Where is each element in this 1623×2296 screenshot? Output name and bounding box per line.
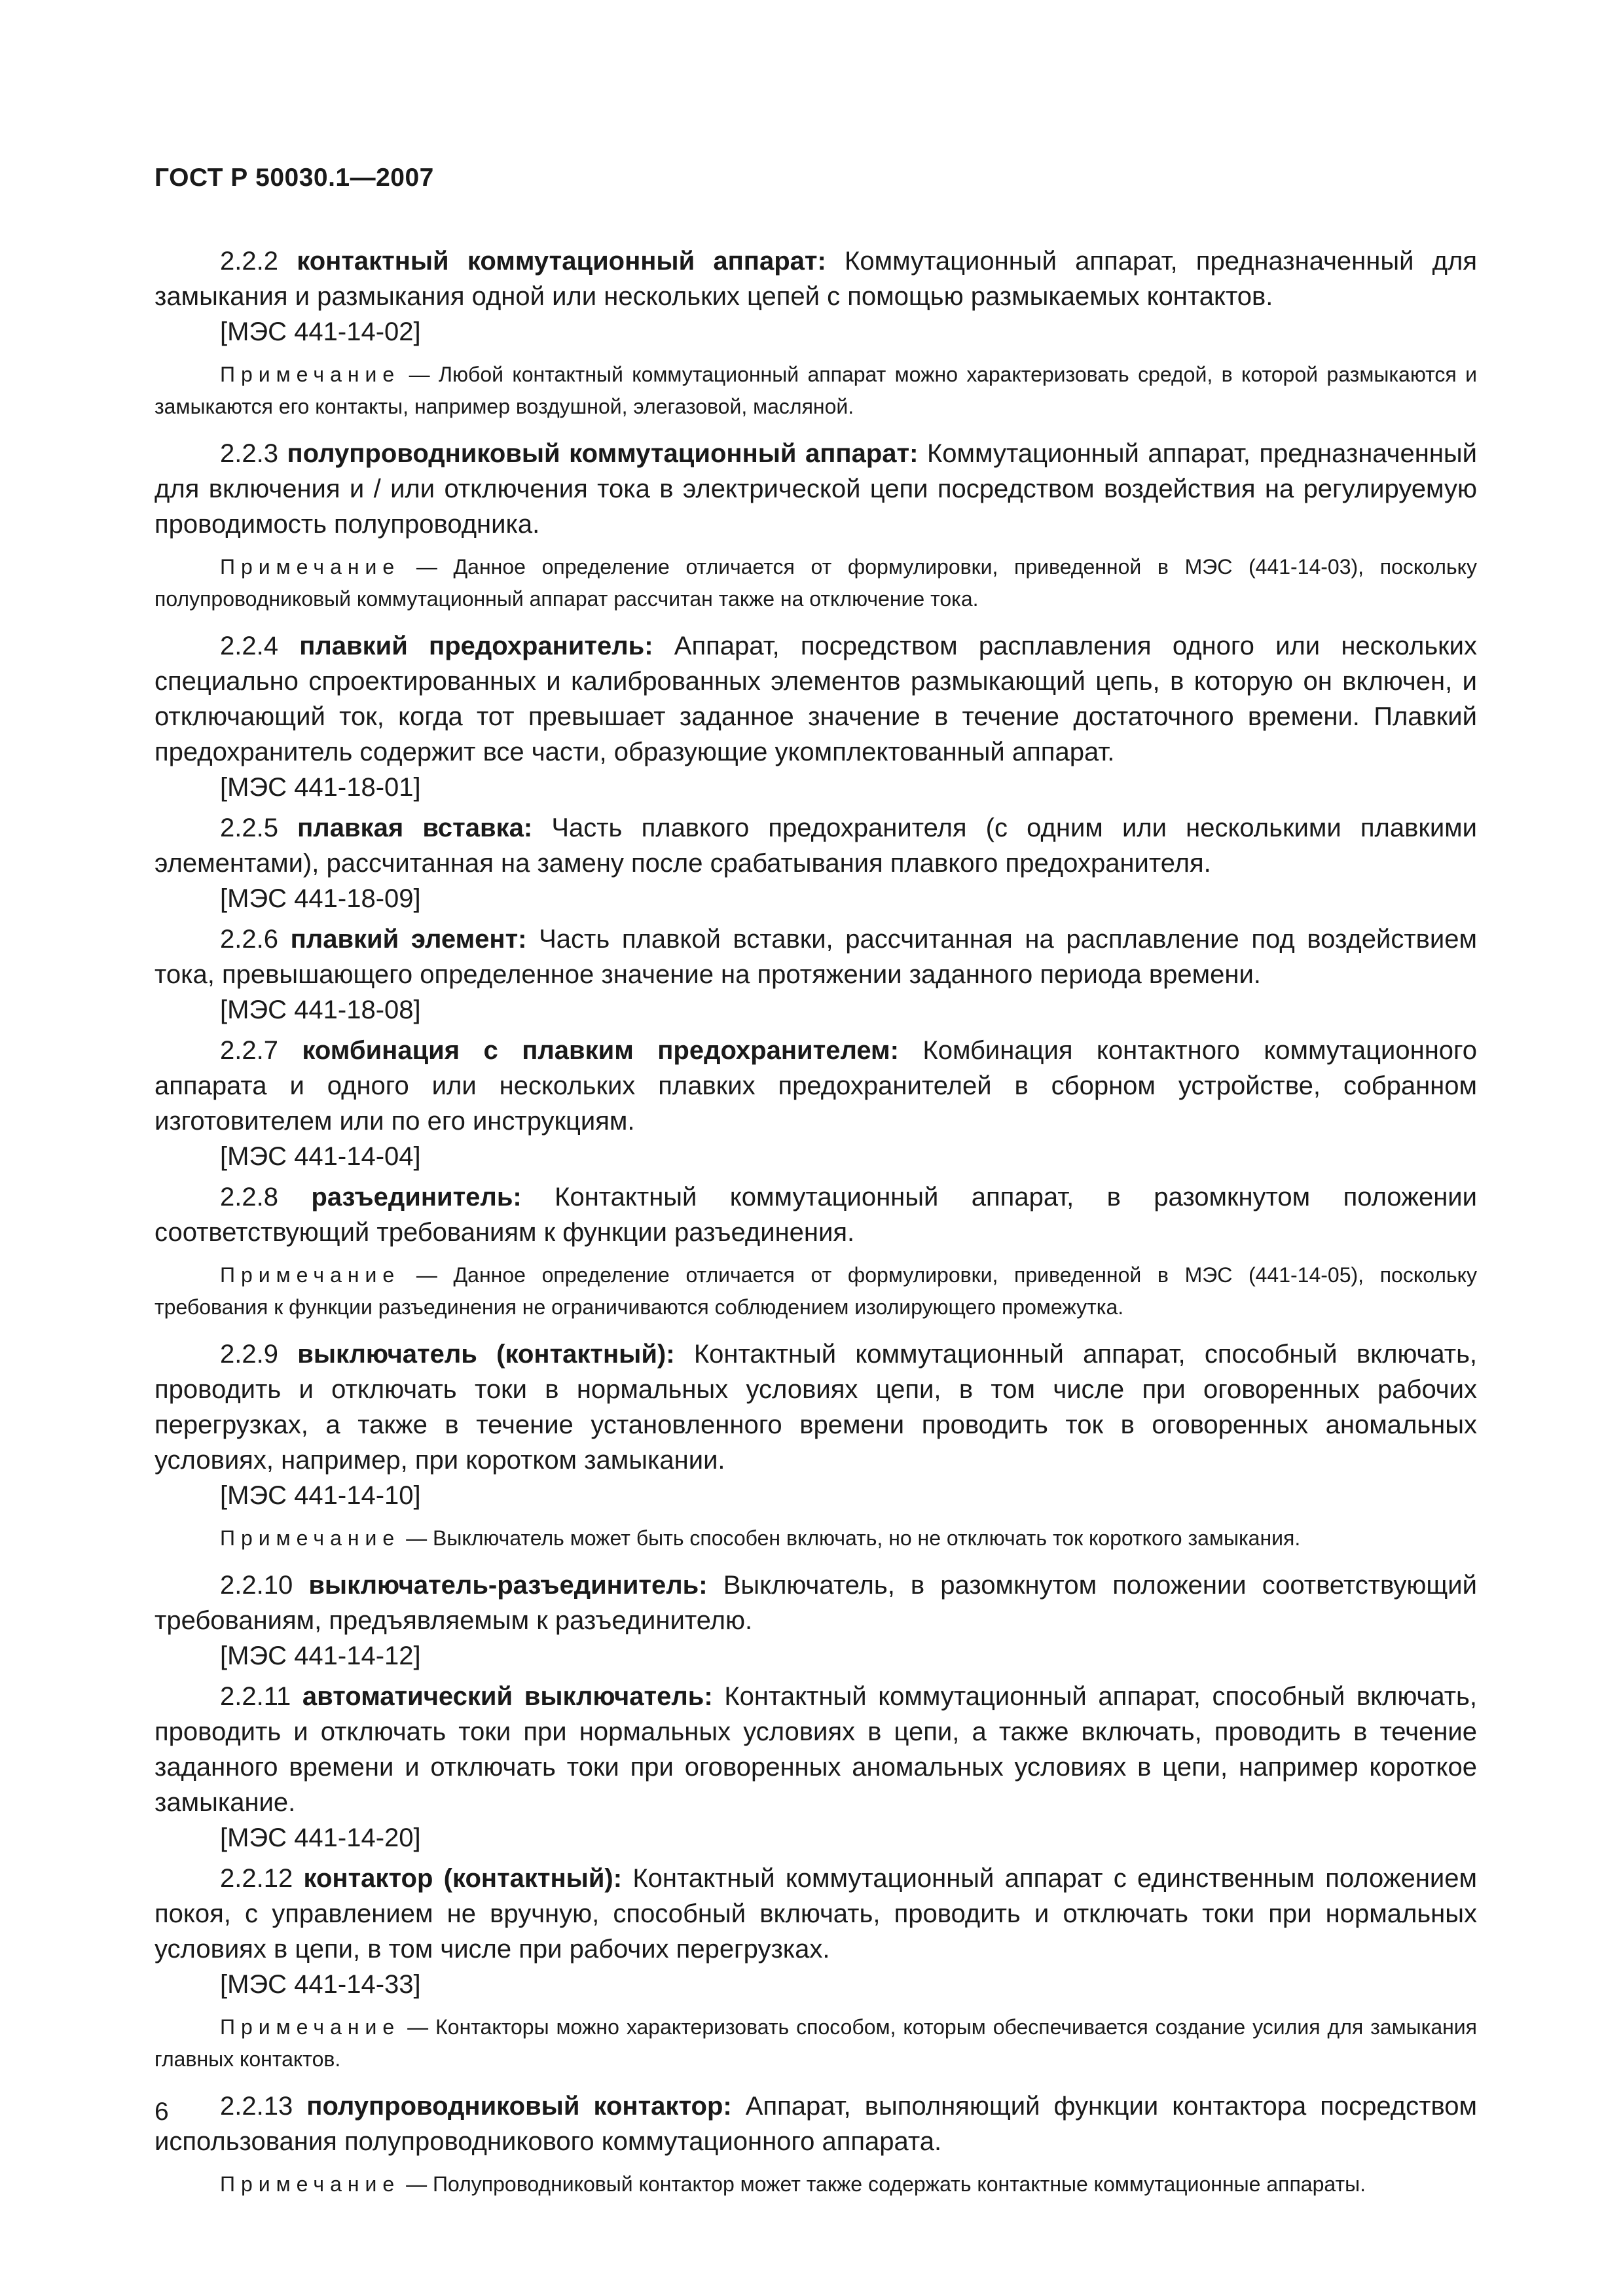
defined-term: контактный коммутационный аппарат: — [297, 247, 826, 276]
definition-text: Аппарат, посредством расплавления одного или нескольких специально спроектированных и калиброванных элементов размыкающий цепь, в которую он включен, и отключающий ток, когда тот превышает заданное значение в течение достаточного времени. Плавкий предохранитель содержит все части, образующие укомплектованный аппарат. — [155, 632, 1478, 766]
definition-paragraph — [155, 922, 1477, 992]
note-paragraph — [155, 551, 1477, 615]
definition-paragraph — [155, 810, 1477, 881]
definition-paragraph — [155, 1679, 1477, 1820]
clause-number: 2.2.2 — [220, 247, 297, 276]
iec-reference: [МЭС 441-18-08] — [220, 996, 421, 1024]
note-text: — Любой контактный коммутационный аппарат можно характеризовать средой, в которой размыкаются и замыкаются его контакты, например воздушной, элегазовой, масляной. — [155, 363, 1477, 418]
definition-text: Контактный коммутационный аппарат, в разомкнутом положении соответствующий требованиям к функции разъединения. — [155, 1183, 1477, 1247]
definition-text: Контактный коммутационный аппарат, способный включать, проводить и отключать токи при нормальных условиях в цепи, а также включать, проводить в течение заданного времени и отключать токи при оговоренных аномальных условиях в цепи, например короткое замыкание. — [155, 1682, 1477, 1817]
definition-paragraph — [155, 1861, 1477, 1967]
note-label: Примечание — [220, 555, 401, 579]
defined-term: разъединитель: — [311, 1183, 522, 1211]
note-paragraph — [155, 1259, 1477, 1323]
note-paragraph — [155, 2168, 1477, 2200]
definition-text: Комбинация контактного коммутационного аппарата и одного или нескольких плавких предохранителей в сборном устройстве, собранном изготовителем или по его инструкциям. — [155, 1036, 1477, 1136]
defined-term: комбинация с плавким предохранителем: — [302, 1036, 899, 1065]
note-label: Примечание — [220, 1263, 401, 1287]
definition-text: Коммутационный аппарат, предназначенный для включения и / или отключения тока в электрической цепи посредством воздействия на регулируемую проводимость полупроводника. — [155, 439, 1478, 539]
defined-term: полупроводниковый контактор: — [306, 2092, 732, 2121]
definition-text: Контактный коммутационный аппарат, способный включать, проводить и отключать токи в нормальных условиях цепи, в том числе при оговоренных рабочих перегрузках, а также в течение установленного времени проводить ток в оговоренных аномальных условиях, например, при коротком замыкании. — [155, 1340, 1478, 1475]
definition-paragraph — [155, 1568, 1477, 1638]
definition-paragraph — [155, 1336, 1477, 1478]
note-text: — Полупроводниковый контактор может также содержать контактные коммутационные аппараты. — [400, 2172, 1366, 2196]
iec-reference: [МЭС 441-14-04] — [220, 1142, 421, 1171]
page-number: 6 — [155, 2098, 169, 2126]
defined-term: полупроводниковый коммутационный аппарат: — [287, 439, 919, 468]
clause-number: 2.2.10 — [220, 1571, 309, 1600]
clause-number: 2.2.5 — [220, 814, 298, 842]
clause-number: 2.2.7 — [220, 1036, 302, 1065]
defined-term: плавкий предохранитель: — [299, 632, 653, 660]
clause-number: 2.2.6 — [220, 925, 291, 954]
clause-number: 2.2.13 — [220, 2092, 307, 2121]
clause-number: 2.2.3 — [220, 439, 287, 468]
iec-reference: [МЭС 441-14-12] — [220, 1641, 421, 1670]
note-label: Примечание — [220, 1526, 401, 1550]
definition-text: Часть плавкого предохранителя (с одним или несколькими плавкими элементами), рассчитанная на замену после срабатывания плавкого предохранителя. — [155, 814, 1478, 878]
document-code-header: ГОСТ Р 50030.1—2007 — [155, 164, 434, 192]
note-text: — Выключатель может быть способен включать, но не отключать ток короткого замыкания. — [400, 1526, 1301, 1550]
definition-paragraph — [155, 628, 1477, 770]
defined-term: выключатель-разъединитель: — [308, 1571, 708, 1600]
defined-term: контактор (контактный): — [303, 1864, 623, 1893]
note-label: Примечание — [220, 2172, 401, 2196]
iec-reference: [МЭС 441-14-02] — [220, 317, 421, 346]
note-text: — Контакторы можно характеризовать способом, которым обеспечивается создание усилия для замыкания главных контактов. — [155, 2015, 1477, 2071]
definition-paragraph — [155, 1033, 1477, 1139]
definition-text: Контактный коммутационный аппарат с единственным положением покоя, с управлением не вручную, способный включать, проводить и отключать токи при нормальных условиях в цепи, в том числе при рабочих перегрузках. — [155, 1864, 1477, 1964]
definition-text: Выключатель, в разомкнутом положении соответствующий требованиям, предъявляемым к разъединителю. — [155, 1571, 1477, 1635]
definition-paragraph — [155, 436, 1477, 542]
defined-term: автоматический выключатель: — [302, 1682, 713, 1711]
defined-term: плавкий элемент: — [290, 925, 527, 954]
definition-paragraph — [155, 2089, 1477, 2159]
note-text: — Данное определение отличается от формулировки, приведенной в МЭС (441-14-05), поскольку требования к функции разъединения не ограничиваются соблюдением изолирующего промежутка. — [155, 1263, 1477, 1319]
document-body — [155, 243, 1477, 2214]
definition-paragraph — [155, 1179, 1477, 1250]
clause-number: 2.2.11 — [220, 1682, 302, 1711]
iec-reference: [МЭС 441-14-10] — [220, 1481, 421, 1510]
defined-term: выключатель (контактный): — [297, 1340, 675, 1369]
iec-reference: [МЭС 441-14-20] — [220, 1823, 421, 1852]
iec-reference: [МЭС 441-18-01] — [220, 773, 421, 802]
clause-number: 2.2.4 — [220, 632, 300, 660]
note-paragraph — [155, 2011, 1477, 2075]
note-paragraph — [155, 1522, 1477, 1554]
note-label: Примечание — [220, 363, 401, 386]
note-label: Примечание — [220, 2015, 401, 2039]
definition-text: Коммутационный аппарат, предназначенный для замыкания и размыкания одной или нескольких цепей с помощью размыкаемых контактов. — [155, 247, 1478, 311]
definition-paragraph — [155, 243, 1477, 314]
note-text: — Данное определение отличается от формулировки, приведенной в МЭС (441-14-03), поскольку полупроводниковый коммутационный аппарат рассчитан также на отключение тока. — [155, 555, 1477, 611]
iec-reference: [МЭС 441-18-09] — [220, 884, 421, 913]
definition-text: Часть плавкой вставки, рассчитанная на расплавление под воздействием тока, превышающего определенное значение на протяжении заданного периода времени. — [155, 925, 1478, 989]
iec-reference: [МЭС 441-14-33] — [220, 1970, 421, 1999]
definition-text: Аппарат, выполняющий функции контактора посредством использования полупроводникового коммутационного аппарата. — [155, 2092, 1478, 2156]
clause-number: 2.2.12 — [220, 1864, 304, 1893]
defined-term: плавкая вставка: — [297, 814, 533, 842]
clause-number: 2.2.9 — [220, 1340, 298, 1369]
clause-number: 2.2.8 — [220, 1183, 312, 1211]
note-paragraph — [155, 359, 1477, 423]
